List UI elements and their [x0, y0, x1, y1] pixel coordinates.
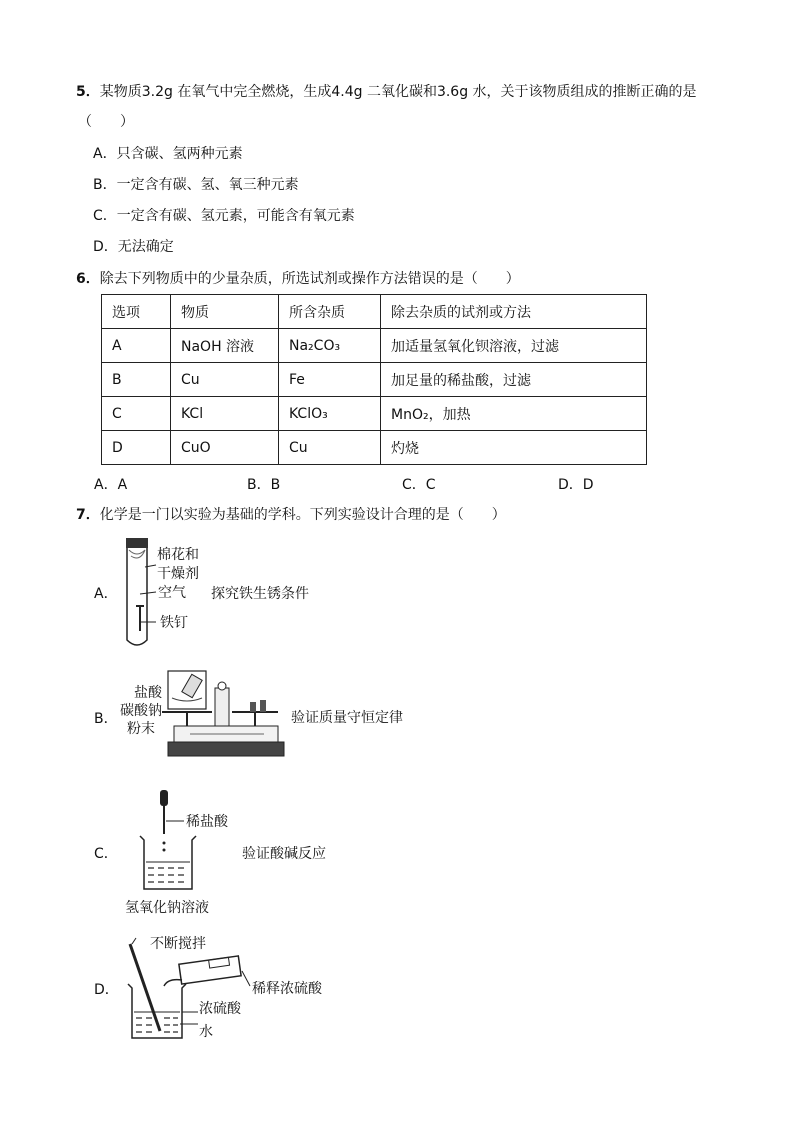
label-stir: 不断搅拌 — [150, 936, 206, 952]
question-7-stem — [76, 506, 506, 524]
table-cell: Cu — [171, 363, 279, 397]
label-dilute-hcl: 稀盐酸 — [186, 814, 228, 830]
label-conc-sulfuric: 浓硫酸 — [199, 1001, 241, 1017]
label-powder: 粉末 — [127, 721, 155, 737]
question-text: 除去下列物质中的少量杂质，所选试剂或操作方法错误的是（ ） — [99, 271, 520, 287]
question-text: 某物质3.2g 在氧气中完全燃烧，生成4.4g 二氧化碳和3.6g 水，关于该物质组成的推断正确的是 — [99, 84, 697, 100]
glass-rod-icon — [130, 944, 160, 1031]
table-cell: D — [102, 431, 171, 465]
test-tube-icon — [127, 548, 147, 645]
table-cell: NaOH 溶液 — [171, 329, 279, 363]
label-naoh-solution: 氢氧化钠溶液 — [125, 900, 209, 916]
table-row — [102, 363, 647, 397]
dropper-bulb-icon — [160, 790, 168, 806]
table-cell: KClO₃ — [279, 397, 381, 431]
table-cell: 加足量的稀盐酸，过滤 — [381, 363, 647, 397]
option-c-letter: C． — [94, 846, 118, 862]
table-cell: Cu — [279, 431, 381, 465]
table-cell: 灼烧 — [381, 431, 647, 465]
table-cell: C — [102, 397, 171, 431]
table-cell: 加适量氢氧化钡溶液，过滤 — [381, 329, 647, 363]
table-cell: KCl — [171, 397, 279, 431]
label-desiccant: 干燥剂 — [157, 566, 199, 582]
label-cotton: 棉花和 — [157, 547, 199, 563]
answer-blank: （ ） — [78, 114, 134, 130]
question-number: 6． — [76, 271, 100, 287]
option-a-caption: 探究铁生锈条件 — [211, 586, 309, 602]
table-row — [102, 431, 647, 465]
option-d-letter: D． — [94, 982, 119, 998]
table-header: 物质 — [171, 295, 279, 329]
small-tube-icon — [182, 674, 202, 697]
question-5-stem — [76, 83, 697, 101]
question-text: 化学是一门以实验为基础的学科。下列实验设计合理的是（ ） — [99, 507, 506, 523]
label-air: 空气 — [158, 585, 186, 601]
balance-diagram — [160, 668, 290, 766]
impurity-table — [101, 294, 647, 465]
question-number: 5． — [76, 84, 100, 100]
option-c: C．C — [402, 477, 436, 493]
option-b-letter: B． — [94, 711, 118, 727]
option-d-caption: 稀释浓硫酸 — [252, 981, 322, 997]
label-water: 水 — [199, 1024, 213, 1040]
table-cell: Fe — [279, 363, 381, 397]
option-a: A．只含碳、氢两种元素 — [93, 146, 243, 162]
option-d: D．无法确定 — [93, 239, 174, 255]
table-cell: MnO₂，加热 — [381, 397, 647, 431]
acid-base-diagram — [132, 788, 242, 898]
question-6-stem — [76, 270, 520, 288]
option-b-caption: 验证质量守恒定律 — [291, 710, 403, 726]
option-a: A．A — [94, 477, 128, 493]
label-sodium-carbonate: 碳酸钠 — [120, 703, 162, 719]
option-c-caption: 验证酸碱反应 — [242, 846, 326, 862]
option-c: C．一定含有碳、氢元素，可能含有氧元素 — [93, 208, 355, 224]
table-cell: Na₂CO₃ — [279, 329, 381, 363]
option-b: B．B — [247, 477, 281, 493]
table-row — [102, 329, 647, 363]
option-b: B．一定含有碳、氢、氧三种元素 — [93, 177, 299, 193]
table-cell: CuO — [171, 431, 279, 465]
beaker-icon — [128, 984, 186, 1038]
question-number: 7． — [76, 507, 100, 523]
label-nail: 铁钉 — [160, 615, 188, 631]
label-hydrochloric-acid: 盐酸 — [134, 685, 162, 701]
option-a-letter: A． — [94, 586, 118, 602]
option-d: D．D — [558, 477, 594, 493]
table-cell: B — [102, 363, 171, 397]
table-row — [102, 397, 647, 431]
cotton-icon — [129, 550, 145, 558]
table-header: 所含杂质 — [279, 295, 381, 329]
table-header: 除去杂质的试剂或方法 — [381, 295, 647, 329]
stopper-icon — [126, 538, 148, 548]
table-header: 选项 — [102, 295, 171, 329]
table-header-row — [102, 295, 647, 329]
table-cell: A — [102, 329, 171, 363]
